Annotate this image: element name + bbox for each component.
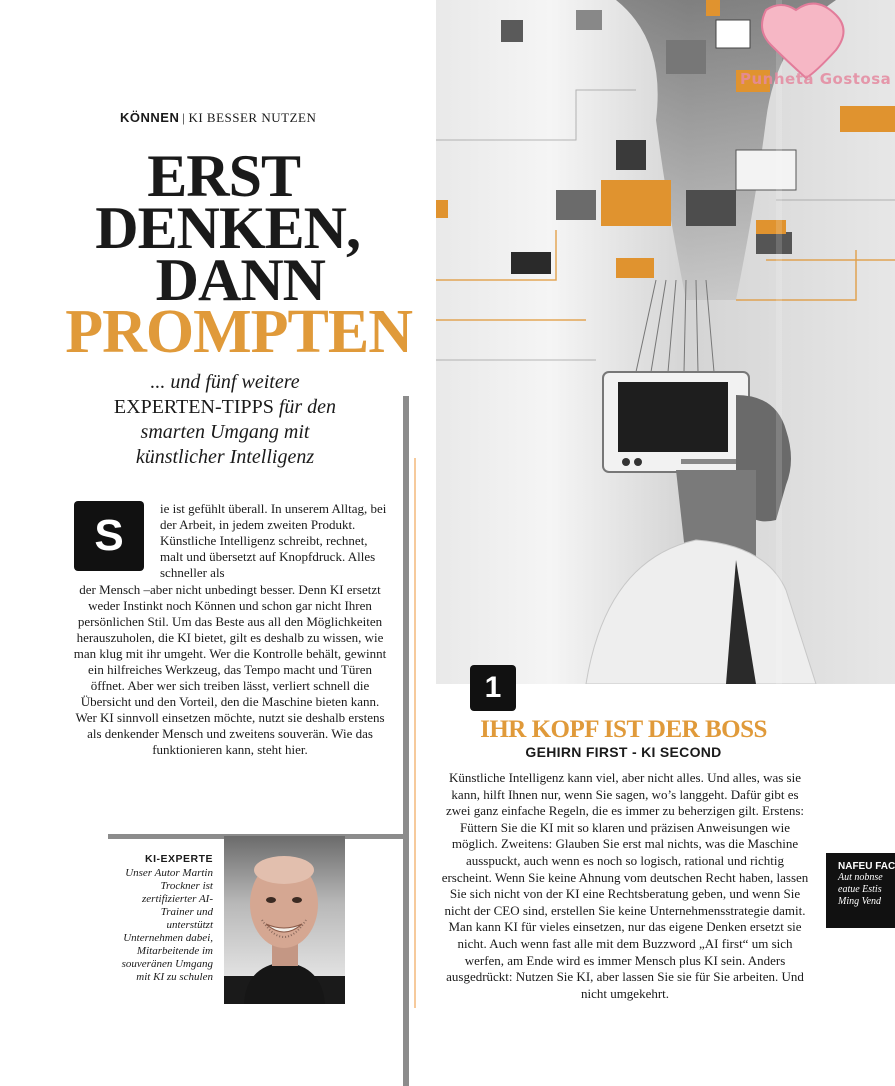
headline-line-2: DENKEN, — [95, 195, 360, 261]
subhead-part-2: EXPERTEN-TIPPS — [113, 396, 274, 418]
sidebar-line-3: Ming Vend — [838, 896, 882, 907]
intro-text-rest: der Mensch –aber nicht unbedingt besser. Denn KI ersetzt weder Instinkt noch Können und schon gar nicht Ihren persönlichen Stil. Um das Beste aus all den Möglichkeiten herauszuholen, die KI bietet, gilt es deshalb zu wissen, wie man klug mit ihr umgeht. Wer die Kontrolle behält, gewinnt ein hilfreiches Werkzeug, das Tempo macht und Türen öffnet. Aber wer sich treiben lässt, verliert schnell die Übersicht und den Vorteil, den die Maschine bieten kann. Wer KI sinnvoll einsetzen möchte, nutzt sie deshalb erstens als denkender Mensch und zweitens souverän. Wie das funktionieren kann, steht hier. — [73, 582, 387, 757]
column-divider — [403, 396, 409, 1086]
expert-title: KI-EXPERTE — [144, 853, 213, 865]
headline-line-3: DANN — [155, 247, 325, 313]
sidebar-line-1: Aut nobnse — [838, 872, 883, 883]
portrait-illustration — [224, 836, 345, 1004]
dropcap: S — [74, 501, 144, 571]
watermark: Punheta Gostosa — [740, 70, 892, 88]
tip-title: IHR KOPF IST DER BOSS — [480, 716, 767, 743]
subhead — [100, 370, 350, 470]
author-photo — [224, 836, 345, 1004]
expert-description: Unser Autor Martin Trockner ist zertifizierter AI-Trainer und unterstützt Unternehmen dabei, Mitarbeitende im souveränen Umgang mit KI zu schulen — [121, 867, 213, 983]
sidebar-line-2: eatue Estis — [838, 884, 882, 895]
kicker: KÖNNEN | KI BESSER NUTZEN — [120, 110, 317, 125]
tip-body: Künstliche Intelligenz kann viel, aber nicht alles. Und alles, was sie kann, hilft Ihnen nur, wenn Sie sagen, wo’s langgeht. Dafür gibt es zwei ganz einfache Regeln, die es immer zu beherzigen gilt. Erstens: Füttern Sie die KI mit so klaren und präzisen Anweisungen wie möglich. Zweitens: Glauben Sie erst mal nichts, was die Maschine ausspuckt, auch wenn es noch so logisch, rational und richtig erscheint. Wenn Sie keine Ahnung vom deutschen Recht haben, lassen Sie sich nicht von der KI eine Rechtsberatung geben, und wenn Sie nicht der CEO sind, erstellen Sie keine Unternehmensstrategie damit. Man kann KI für vieles einsetzen, nur das eigene Denken ersetzt sie nicht. Auch wenn fast alle mit dem Buzzword „AI first“ um sich werfen, am Ende wird es immer Mensch plus KI sein. Anders ausgedrückt: Nutzen Sie KI, aber lassen Sie sie für Sie arbeiten. Und nicht umgekehrt. — [441, 770, 809, 1001]
headline-line-4: PROMPTEN — [65, 298, 412, 366]
tip-subtitle: GEHIRN FIRST - KI SECOND — [525, 744, 722, 760]
headline — [60, 143, 420, 366]
intro-text-first: ie ist gefühlt überall. In unserem Alltag, bei der Arbeit, in jedem zweiten Produkt. Künstliche Intelligenz schreibt, rechnet, malt und übersetzt auf Knopfdruck. Alles schneller als — [160, 501, 387, 580]
kicker-topic: KI BESSER NUTZEN — [188, 110, 317, 125]
hero-illustration — [436, 0, 895, 684]
subhead-part-1: ... und fünf weitere — [150, 371, 300, 393]
sidebar-title: NAFEU FAC — [838, 861, 895, 872]
subhead-part-3: für den smarten Umgang mit künstlicher Intelligenz — [135, 396, 337, 468]
ai-head-collage-image — [436, 0, 895, 684]
accent-rule — [414, 458, 416, 1008]
kicker-section: KÖNNEN — [120, 110, 180, 125]
sidebar-box — [826, 853, 895, 928]
tip-number: 1 — [470, 665, 516, 711]
headline-line-1: ERST — [147, 143, 300, 209]
